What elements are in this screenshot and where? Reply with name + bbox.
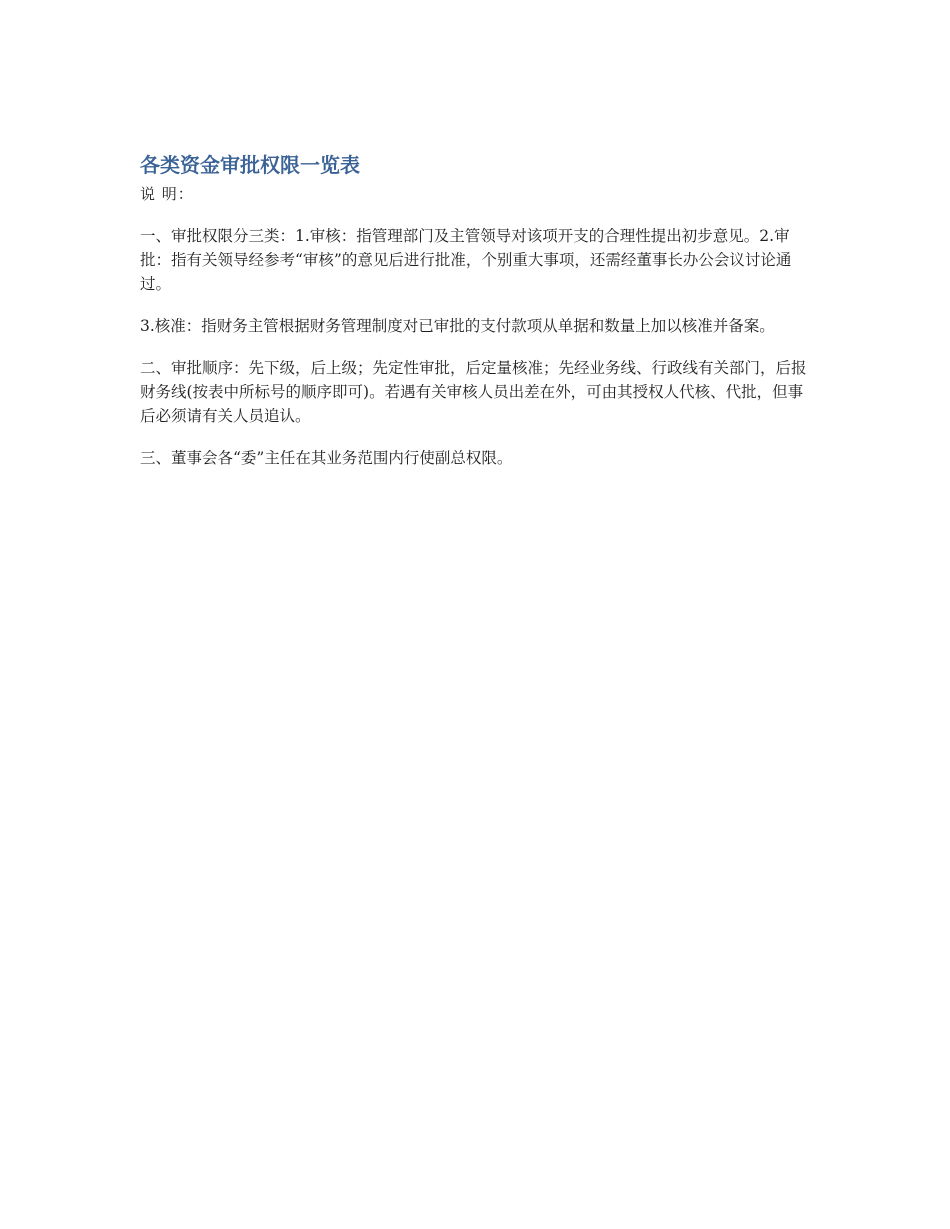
paragraph-approval-order: 二、审批顺序：先下级，后上级；先定性审批，后定量核准；先经业务线、行政线有关部门，后报财务线(按表中所标号的顺序即可)。若遇有关审核人员出差在外，可由其授权人代核、代批，但事后必须请有关人员追认。 — [140, 359, 807, 425]
document-body — [140, 148, 810, 488]
paragraph-approval-types: 一、审批权限分三类：1.审核：指管理部门及主管领导对该项开支的合理性提出初步意见。2.审批：指有关领导经参考“审核”的意见后进行批准，个别重大事项，还需经董事长办公会议讨论通过。 — [140, 227, 792, 293]
intro-label: 说 明： — [140, 185, 194, 203]
paragraph-verification: 3.核准：指财务主管根据财务管理制度对已审批的支付款项从单据和数量上加以核准并备案。 — [140, 317, 775, 335]
page-title: 各类资金审批权限一览表 — [140, 153, 360, 177]
paragraph-committee-authority: 三、董事会各“委”主任在其业务范围内行使副总权限。 — [140, 449, 513, 467]
